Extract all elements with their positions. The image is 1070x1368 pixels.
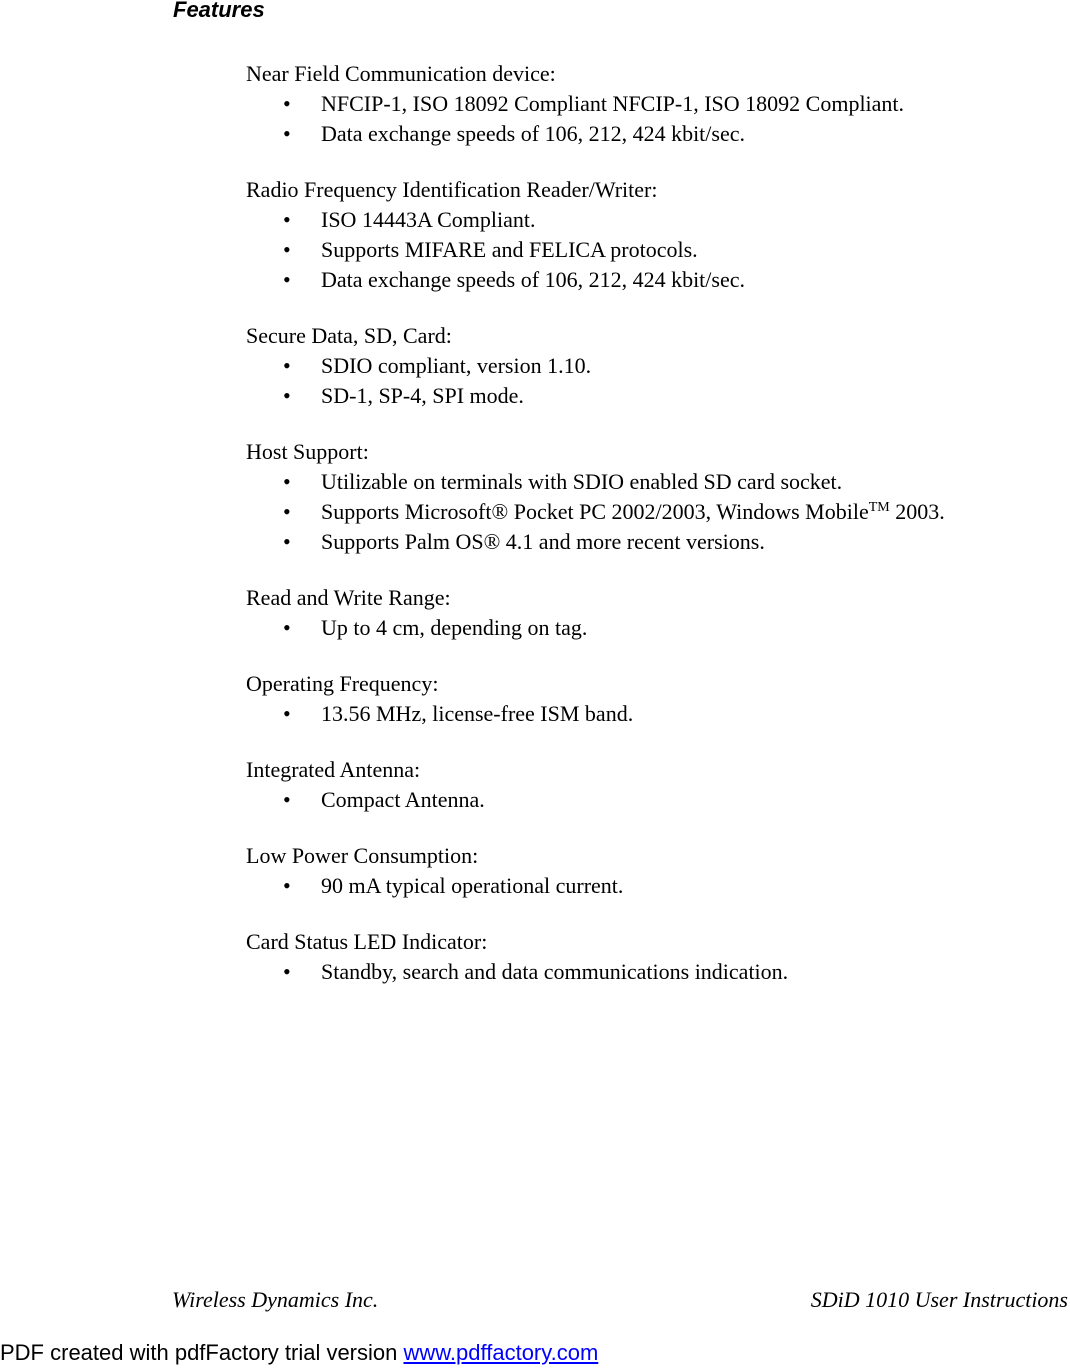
- pdf-creator-note: [0, 1339, 598, 1367]
- feature-section: [246, 321, 1066, 411]
- bullet-item: • Data exchange speeds of 106, 212, 424 kbit/sec.: [246, 265, 1066, 295]
- bullet-text: Supports Microsoft® Pocket PC 2002/2003, Windows Mobile: [321, 499, 869, 524]
- bullet-list: [246, 699, 1066, 729]
- feature-section: [246, 175, 1066, 295]
- bullet-item: • NFCIP-1, ISO 18092 Compliant NFCIP-1, ISO 18092 Compliant.: [246, 89, 1066, 119]
- section-title: Card Status LED Indicator:: [246, 929, 488, 954]
- section-title: Radio Frequency Identification Reader/Writer:: [246, 177, 658, 202]
- bullet-item: • Supports Palm OS® 4.1 and more recent versions.: [246, 527, 1066, 557]
- trademark-superscript: TM: [868, 500, 890, 515]
- footer-company: Wireless Dynamics Inc.: [172, 1287, 379, 1312]
- feature-section: [246, 583, 1066, 643]
- bullet-item: • 13.56 MHz, license-free ISM band.: [246, 699, 1066, 729]
- pdffactory-link[interactable]: www.pdffactory.com: [403, 1340, 599, 1365]
- bullet-item: • SD-1, SP-4, SPI mode.: [246, 381, 1066, 411]
- section-title: Secure Data, SD, Card:: [246, 323, 452, 348]
- feature-section: [246, 755, 1066, 815]
- bullet-item: • Data exchange speeds of 106, 212, 424 kbit/sec.: [246, 119, 1066, 149]
- section-title: Near Field Communication device:: [246, 61, 556, 86]
- feature-list: [246, 59, 1066, 1013]
- footer-document-title: SDiD 1010 User Instructions: [810, 1287, 1068, 1312]
- bullet-item: • Standby, search and data communications indication.: [246, 957, 1066, 987]
- feature-section: [246, 841, 1066, 901]
- bullet-item: • Compact Antenna.: [246, 785, 1066, 815]
- bullet-item: • Utilizable on terminals with SDIO enabled SD card socket.: [246, 467, 1066, 497]
- feature-section: [246, 927, 1066, 987]
- bullet-list: [246, 205, 1066, 295]
- bullet-item: • 90 mA typical operational current.: [246, 871, 1066, 901]
- section-title: Operating Frequency:: [246, 671, 439, 696]
- bullet-list: [246, 957, 1066, 987]
- bullet-list: [246, 871, 1066, 901]
- bullet-item: • SDIO compliant, version 1.10.: [246, 351, 1066, 381]
- bullet-list: [246, 351, 1066, 411]
- page-heading: Features: [173, 0, 265, 22]
- section-title: Integrated Antenna:: [246, 757, 421, 782]
- bullet-item: • ISO 14443A Compliant.: [246, 205, 1066, 235]
- bullet-item: • Supports MIFARE and FELICA protocols.: [246, 235, 1066, 265]
- bullet-list: [246, 785, 1066, 815]
- bullet-text: 2003.: [889, 499, 945, 524]
- bullet-list: [246, 613, 1066, 643]
- section-title: Low Power Consumption:: [246, 843, 479, 868]
- feature-section: [246, 437, 1066, 557]
- section-title: Read and Write Range:: [246, 585, 451, 610]
- bullet-item: [246, 497, 1066, 527]
- bullet-list: [246, 467, 1066, 557]
- pdf-note-text: PDF created with pdfFactory trial version: [0, 1340, 404, 1365]
- bullet-item: • Up to 4 cm, depending on tag.: [246, 613, 1066, 643]
- section-title: Host Support:: [246, 439, 369, 464]
- feature-section: [246, 669, 1066, 729]
- feature-section: [246, 59, 1066, 149]
- bullet-list: [246, 89, 1066, 149]
